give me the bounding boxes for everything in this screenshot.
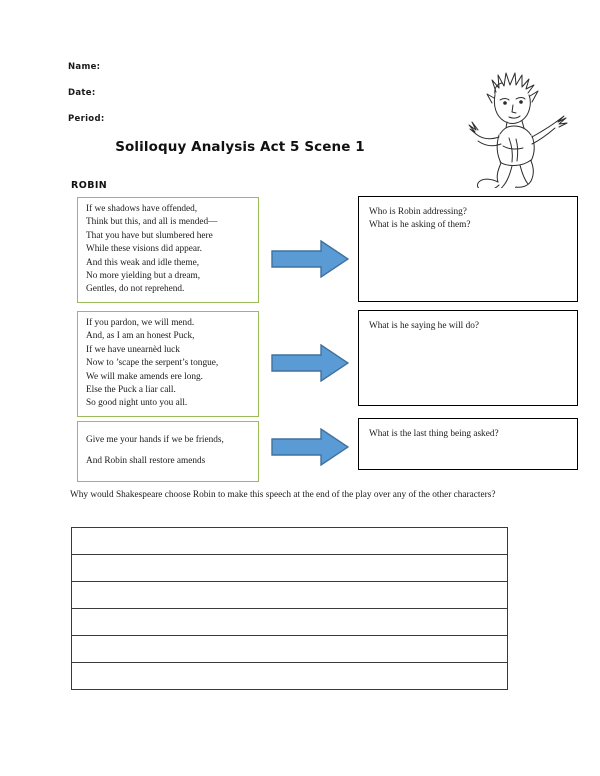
passage-line: Else the Puck a liar call. xyxy=(86,385,176,396)
passage-line: If you pardon, we will mend. xyxy=(86,318,195,328)
passage-line: If we shadows have offended, xyxy=(86,204,198,214)
puck-sprite-icon xyxy=(452,58,572,188)
answer-cell[interactable] xyxy=(72,528,508,555)
arrow-right-icon xyxy=(271,240,349,278)
passage-line: While these visions did appear. xyxy=(86,244,202,255)
passage-line: Give me your hands if we be friends, xyxy=(86,435,224,445)
period-field-label: Period: xyxy=(68,114,105,124)
date-field-label: Date: xyxy=(68,88,96,98)
passage-line: And, as I am an honest Puck, xyxy=(86,331,195,342)
answer-cell[interactable] xyxy=(72,582,508,609)
passage-line: And Robin shall restore amends xyxy=(86,456,206,466)
answer-cell[interactable] xyxy=(72,555,508,582)
table-row xyxy=(72,528,508,555)
arrow-right-icon xyxy=(271,428,349,466)
essay-prompt: Why would Shakespeare choose Robin to make this speech at the end of the play over any of the other characters? xyxy=(70,490,496,500)
question-answer-box-1[interactable] xyxy=(358,196,578,302)
passage-line: We will make amends ere long. xyxy=(86,371,203,382)
passage-line: Gentles, do not reprehend. xyxy=(86,284,185,295)
question-answer-box-3[interactable] xyxy=(358,418,578,470)
arrow-right-icon xyxy=(271,344,349,382)
passage-line: Now to ’scape the serpent’s tongue, xyxy=(86,358,219,369)
page-title: Soliloquy Analysis Act 5 Scene 1 xyxy=(115,139,365,155)
name-field-label: Name: xyxy=(68,62,101,72)
answer-cell[interactable] xyxy=(72,636,508,663)
answer-cell[interactable] xyxy=(72,609,508,636)
table-row xyxy=(72,663,508,690)
passage-line: And this weak and idle theme, xyxy=(86,257,200,268)
passage-line: If we have unearnèd luck xyxy=(86,344,180,355)
question-line: What is he saying he will do? xyxy=(369,321,479,331)
table-row xyxy=(72,636,508,663)
question-line: Who is Robin addressing? xyxy=(369,207,467,217)
student-info-fields xyxy=(68,62,105,140)
passage-line: That you have but slumbered here xyxy=(86,230,213,241)
question-answer-box-2[interactable] xyxy=(358,310,578,406)
table-row xyxy=(72,609,508,636)
table-row xyxy=(72,582,508,609)
passage-line: Think but this, and all is mended— xyxy=(86,217,218,228)
question-line: What is the last thing being asked? xyxy=(369,429,499,439)
speaker-label: ROBIN xyxy=(71,180,108,191)
answer-lines-table xyxy=(71,527,508,690)
passage-box-3 xyxy=(77,421,259,482)
passage-line: No more yielding but a dream, xyxy=(86,271,201,282)
passage-box-2 xyxy=(77,311,259,417)
answer-cell[interactable] xyxy=(72,663,508,690)
question-line: What is he asking of them? xyxy=(369,220,471,230)
passage-line: So good night unto you all. xyxy=(86,398,188,409)
passage-box-1 xyxy=(77,197,259,303)
table-row xyxy=(72,555,508,582)
